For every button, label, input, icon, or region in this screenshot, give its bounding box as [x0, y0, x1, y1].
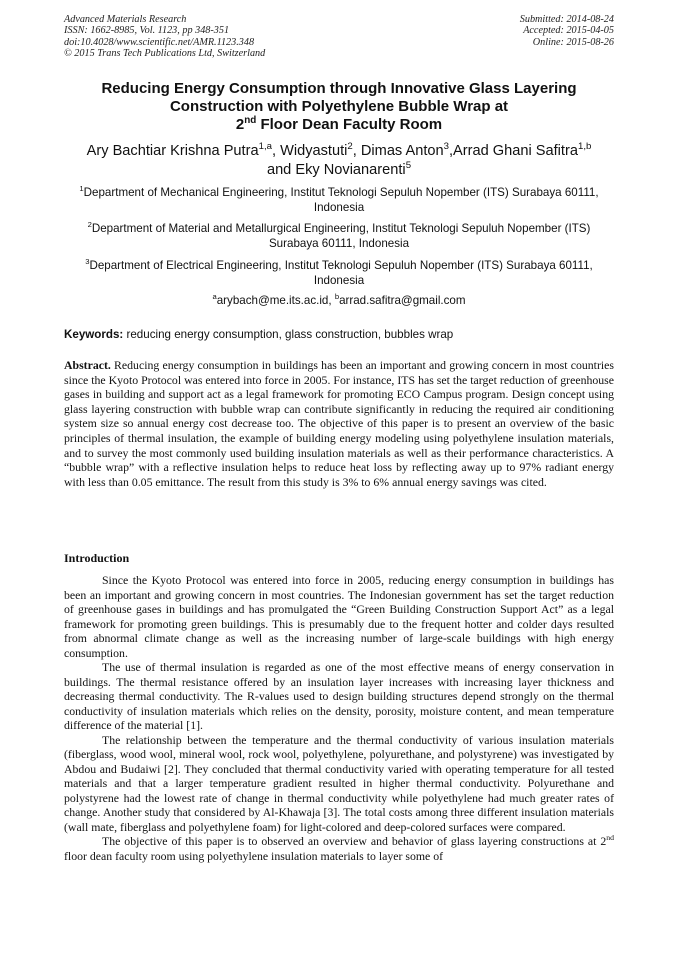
title-floor-suffix: nd [244, 115, 257, 126]
affiliation-3 [64, 258, 614, 288]
affiliation-2-marker: 2 [87, 220, 92, 230]
intro-paragraph-1: Since the Kyoto Protocol was entered into force in 2005, reducing energy consumption in buildings has been an important and growing concern in most countries. The Indonesian government has set the target reduction of greenhouse gases in buildings and has promulgated the “Green Building Construction Support Act” as a legal framework for promoting green buildings. This is presumably due to the frequent hotter and colder days resulted from abnormal climate change as well as the increasing number of large-scale buildings with high energy consumption. [64, 573, 614, 660]
intro-paragraph-4-end: floor dean faculty room using polyethylene insulation materials to layer some of [64, 848, 444, 863]
author-3-affil: 3 [443, 141, 449, 153]
affiliation-1-marker: 1 [79, 184, 84, 194]
title-line-3 [64, 116, 614, 134]
affiliation-1-text: Department of Mechanical Engineering, Institut Teknologi Sepuluh Nopember (ITS) Surabaya 60111, Indonesia [83, 186, 599, 214]
author-2: , Widyastuti [271, 143, 348, 159]
email-b-marker: b [334, 292, 340, 302]
paper-title [64, 80, 614, 134]
affiliation-1 [64, 185, 614, 215]
affiliation-2-text: Department of Material and Metallurgical Engineering, Institut Teknologi Sepuluh Nopember (ITS) Surabaya 60111, Indonesia [91, 222, 591, 250]
affiliation-3-marker: 3 [85, 257, 90, 267]
journal-copyright: © 2015 Trans Tech Publications Ltd, Switzerland [64, 48, 266, 60]
title-floor-number: 2 [235, 116, 245, 133]
affiliation-3-text: Department of Electrical Engineering, Institut Teknologi Sepuluh Nopember (ITS) Surabaya 60111, Indonesia [89, 259, 593, 287]
title-line-2: Construction with Polyethylene Bubble Wrap at [169, 98, 509, 115]
journal-name: Advanced Materials Research [64, 14, 187, 25]
intro-paragraph-2: The use of thermal insulation is regarded as one of the most effective means of energy conservation in buildings. The thermal resistance offered by an insulation layer increases with increasing layer thickness and decreasing thermal conductivity. The R-values used to design building structures depend strongly on the thermal conductivity of insulation materials which relies on the density, porosity, moisture content, and mean temperature difference of the material [1]. [64, 660, 614, 732]
title-line-3-rest: Floor Dean Faculty Room [256, 116, 443, 133]
email-a-marker: a [212, 292, 217, 302]
affiliation-2 [64, 221, 614, 251]
author-1-affil: 1,a [258, 141, 272, 153]
authors-line-2 [64, 161, 614, 180]
journal-header [64, 14, 265, 60]
journal-issn: ISSN: 1662-8985, Vol. 1123, pp 348-351 [64, 25, 230, 37]
intro-paragraph-4-start: The objective of this paper is to observed an overview and behavior of glass layering constructions at 2 [102, 834, 607, 848]
online-date: Online: 2015-08-26 [532, 36, 614, 48]
email-b[interactable]: arrad.safitra@gmail.com [339, 294, 466, 307]
author-5-affil: 5 [405, 160, 412, 172]
author-list [64, 142, 614, 180]
introduction-heading: Introduction [64, 551, 130, 565]
author-2-affil: 2 [347, 141, 353, 153]
abstract-label: Abstract. [64, 358, 111, 372]
abstract [64, 358, 614, 489]
keywords-label: Keywords: [64, 328, 124, 341]
author-1: Ary Bachtiar Krishna Putra [86, 143, 259, 159]
author-4: ,Arrad Ghani Safitra [448, 143, 578, 159]
authors-line-1 [64, 142, 614, 161]
keywords-text: reducing energy consumption, glass construction, bubbles wrap [123, 328, 454, 341]
intro-paragraph-4-suffix: nd [606, 833, 614, 843]
author-3: , Dimas Anton [352, 143, 444, 159]
abstract-text: Reducing energy consumption in buildings has been an important and growing concern in most countries since the Kyoto Protocol was entered into force in 2005. For instance, ITS has set the target reduction of greenhouse gases in building and support act as a legal framework for promoting ECO Campus program. Design concept using glass layering construction with bubble wrap can contribute significantly in reducing the required air conditioning system size so annual energy cost decrease too. The objective of this paper is to present an overview of the basic principles of thermal insulation, the example of building energy modeling using polyethylene insulation materials, and to survey the most commonly used building insulation materials as well as their performance characteristics. A “bubble wrap” with a reflective insulation helps to reduce heat loss by reflecting away up to 97% radiant energy with less than 0.05 emittance. The result from this study is 3% to 6% annual energy savings was cited. [64, 358, 614, 489]
submission-dates [520, 14, 614, 48]
accepted-date: Accepted: 2015-04-05 [523, 25, 614, 37]
author-5: and Eky Novianarenti [266, 162, 406, 178]
keywords [64, 327, 614, 342]
submitted-date: Submitted: 2014-08-24 [519, 14, 614, 25]
introduction-body [64, 573, 614, 863]
intro-paragraph-3: The relationship between the temperature and the thermal conductivity of various insulation materials (fiberglass, wood wool, mineral wool, rock wool, polyethylene, polyurethane, and polystyrene) was investigated by Abdou and Budaiwi [2]. They concluded that thermal conductivity varied with operating temperature for all tested materials and that a larger temperature gradient resulted in higher thermal conductivity. Polyurethane and polystyrene had the lowest rate of change in thermal conductivity while polyethylene had much greater rates of change. Another study that considered by Al-Khawaja [3]. The total costs among three different insulation materials (wall mate, fiberglass and polyethylene foam) for light-colored and deep-colored surfaces were compared. [64, 732, 614, 834]
author-4-affil: 1,b [577, 141, 592, 153]
author-emails [64, 293, 614, 308]
intro-paragraph-4 [64, 834, 614, 863]
email-a[interactable]: arybach@me.its.ac.id, [216, 294, 335, 307]
journal-doi[interactable]: doi:10.4028/www.scientific.net/AMR.1123.348 [64, 36, 255, 48]
title-line-1: Reducing Energy Consumption through Innovative Glass Layering [101, 80, 577, 97]
